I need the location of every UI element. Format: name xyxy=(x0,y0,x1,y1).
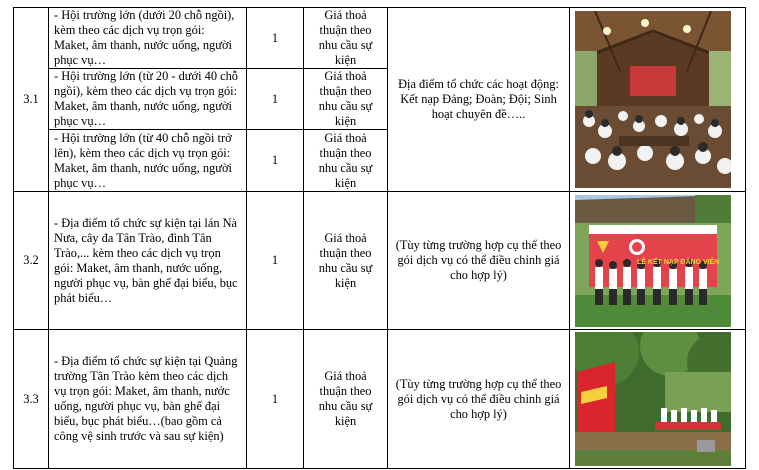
item-number: 3.3 xyxy=(14,330,49,469)
note-text: Địa điểm tổ chức các hoạt động: Kết nạp Đảng; Đoàn; Đội; Sinh hoạt chuyên đề….. xyxy=(398,77,559,121)
item-price xyxy=(304,192,388,330)
item-note xyxy=(388,8,570,192)
note-text: (Tùy từng trường hợp cụ thể theo gói dịch vụ có thể điều chỉnh giá cho hợp lý) xyxy=(395,376,562,421)
item-number: 3.2 xyxy=(14,192,49,330)
description-text: - Hội trường lớn (từ 40 chỗ ngồi trở lên), kèm theo các dịch vụ trọn gói: Maket, âm thanh, nước uống, người phục vụ… xyxy=(54,130,232,190)
table-row xyxy=(14,192,746,330)
item-description xyxy=(49,69,247,130)
description-text: - Hội trường lớn (dưới 20 chỗ ngồi), kèm theo các dịch vụ trọn gói: Maket, âm thanh, nước uống, người phục vụ… xyxy=(54,8,235,67)
price-text: Giá thoả thuận theo nhu cầu sự kiện xyxy=(318,230,373,290)
square-event-photo xyxy=(575,332,731,466)
price-table xyxy=(13,7,746,469)
item-quantity: 1 xyxy=(247,130,304,192)
item-number: 3.1 xyxy=(14,8,49,192)
item-quantity: 1 xyxy=(247,330,304,469)
image-cell xyxy=(570,8,746,192)
item-quantity: 1 xyxy=(247,69,304,130)
item-description xyxy=(49,130,247,192)
image-cell xyxy=(570,330,746,469)
item-quantity: 1 xyxy=(247,8,304,69)
ceremony-photo xyxy=(575,195,731,327)
item-description xyxy=(49,330,247,469)
price-text: Giá thoả thuận theo nhu cầu sự kiện xyxy=(318,130,373,190)
banner-caption: LỄ KẾT NẠP ĐẢNG VIÊN xyxy=(637,258,720,266)
price-text: Giá thoả thuận theo nhu cầu sự kiện xyxy=(318,69,373,128)
note-text: (Tùy từng trường hợp cụ thể theo gói dịch vụ có thể điều chỉnh giá cho hợp lý) xyxy=(395,238,562,282)
item-quantity: 1 xyxy=(247,192,304,330)
item-price xyxy=(304,330,388,469)
meeting-hall-illustration xyxy=(575,11,731,188)
item-price xyxy=(304,130,388,192)
item-note xyxy=(388,330,570,469)
item-description xyxy=(49,192,247,330)
item-note xyxy=(388,192,570,330)
price-text: Giá thoả thuận theo nhu cầu sự kiện xyxy=(318,8,373,67)
price-text: Giá thoả thuận theo nhu cầu sự kiện xyxy=(318,369,373,428)
description-text: - Địa điểm tổ chức sự kiện tại lán Nà Nưa, cây đa Tân Trào, đình Tân Trào,... kèm theo các dịch vụ trọn gói: Maket, âm thanh, nước uống, người phục vụ, bàn ghế đại biểu, bục phát biểu… xyxy=(54,215,238,305)
table-row xyxy=(14,8,746,69)
table-row xyxy=(14,330,746,469)
image-cell xyxy=(570,192,746,330)
item-price xyxy=(304,69,388,130)
item-price xyxy=(304,8,388,69)
description-text: - Địa điểm tổ chức sự kiện tại Quảng trường Tân Trào kèm theo các dịch vụ trọn gói: Maket, âm thanh, nước uống, người phục vụ, bàn ghế đại biểu, bục phát biểu…(bao gồm cả công vệ sinh trước và sau sự kiện) xyxy=(54,354,238,443)
item-description xyxy=(49,8,247,69)
meeting-hall-photo xyxy=(575,11,731,188)
description-text: - Hội trường lớn (từ 20 - dưới 40 chỗ ngồi), kèm theo các dịch vụ trọn gói: Maket, âm thanh, nước uống, người phục vụ… xyxy=(54,69,238,128)
square-event-illustration xyxy=(575,332,731,466)
